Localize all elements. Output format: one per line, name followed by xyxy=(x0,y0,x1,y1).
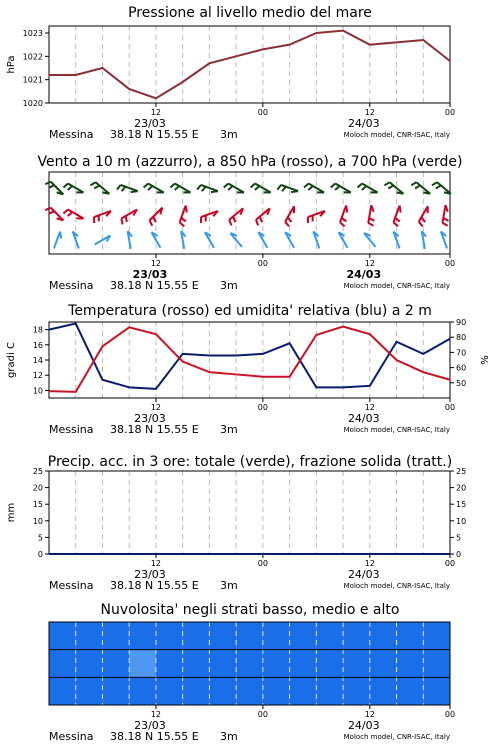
wind-barb xyxy=(122,187,126,192)
precipitation-chart xyxy=(6,454,466,592)
wind-barb xyxy=(175,186,180,190)
wind-arrow xyxy=(54,232,61,249)
cloud-cell xyxy=(343,622,370,650)
cloud-cell xyxy=(423,622,450,650)
wind-barb xyxy=(197,185,201,190)
station-elevation: 3m xyxy=(220,279,238,292)
station-elevation: 3m xyxy=(220,128,238,141)
y-axis-label: mm xyxy=(6,502,17,523)
plot-frame xyxy=(49,26,450,103)
wind-barb xyxy=(90,182,95,185)
wind-shaft xyxy=(437,182,451,194)
humidity-line xyxy=(49,324,450,389)
model-credit: Moloch model, CNR-ISAC, Italy xyxy=(343,733,450,741)
cloud-cell xyxy=(316,650,343,678)
x-tick-label: 00 xyxy=(444,259,456,268)
cloud-cell xyxy=(236,677,263,705)
cloud-cell xyxy=(156,650,183,678)
wind-barb xyxy=(368,223,373,226)
wind-arrow xyxy=(181,231,185,249)
wind-arrow xyxy=(442,205,448,226)
cloud-cell xyxy=(236,650,263,678)
wind-head xyxy=(131,191,138,192)
x-tick-label: 12 xyxy=(150,403,162,412)
cloud-cell xyxy=(423,677,450,705)
pressure-chart xyxy=(6,5,455,141)
y2-tick-label: 70 xyxy=(456,348,467,358)
station-coords: 38.18 N 15.55 E xyxy=(110,579,199,592)
wind-arrow xyxy=(170,184,190,193)
x-tick-label: 12 xyxy=(364,108,375,117)
x-tick-label: 12 xyxy=(150,710,162,719)
wind-head xyxy=(60,232,61,239)
chart-title: Pressione al livello medio del mare xyxy=(128,5,372,21)
wind-chart xyxy=(37,154,462,292)
date-label: 23/03 xyxy=(134,719,166,732)
wind-barb xyxy=(170,184,175,188)
chart-title: Precip. acc. in 3 ore: totale (verde), frazione solida (tratt.) xyxy=(47,454,453,470)
y-tick-label: 10 xyxy=(32,386,43,396)
wind-barb xyxy=(255,186,260,190)
wind-barb xyxy=(181,218,186,222)
x-tick-label: 00 xyxy=(257,108,268,117)
y-axis-label: hPa xyxy=(6,55,17,74)
y-tick-label: 14 xyxy=(32,356,43,365)
wind-barb xyxy=(202,187,206,192)
y2-tick-label: 10 xyxy=(456,516,467,526)
x-tick-label: 00 xyxy=(444,403,456,412)
wind-barb xyxy=(121,219,122,225)
wind-head xyxy=(400,206,401,213)
cloud-cell xyxy=(76,677,103,705)
wind-barb xyxy=(436,185,441,188)
wind-barb xyxy=(251,184,256,188)
cloud-cell xyxy=(76,650,103,678)
wind-barb xyxy=(68,212,73,216)
cloud-cell xyxy=(102,650,129,678)
wind-arrow xyxy=(441,232,447,249)
wind-barb xyxy=(277,185,281,190)
cloud-cell xyxy=(209,650,236,678)
wind-barb xyxy=(228,186,233,190)
station-name: Messina xyxy=(49,579,94,592)
station-elevation: 3m xyxy=(220,579,238,592)
wind-barb xyxy=(117,185,121,190)
wind-arrow xyxy=(304,184,324,193)
station-coords: 38.18 N 15.55 E xyxy=(110,423,199,436)
wind-head xyxy=(211,191,218,192)
x-tick-label: 00 xyxy=(257,259,268,268)
wind-barb xyxy=(308,186,313,190)
wind-arrow xyxy=(45,182,63,195)
model-credit: Moloch model, CNR-ISAC, Italy xyxy=(343,282,450,290)
wind-barb xyxy=(342,218,347,222)
wind-arrow xyxy=(251,184,271,193)
station-name: Messina xyxy=(49,730,94,743)
wind-arrow xyxy=(368,205,374,226)
station-coords: 38.18 N 15.55 E xyxy=(110,128,199,141)
wind-arrow xyxy=(411,182,430,194)
wind-barb xyxy=(45,182,50,185)
cloud-cell xyxy=(209,622,236,650)
wind-head xyxy=(423,192,430,193)
chart-title: Nuvolosita' negli strati basso, medio e alto xyxy=(100,602,400,618)
wind-arrow xyxy=(117,185,138,192)
x-tick-label: 12 xyxy=(150,259,162,268)
cloud-cell xyxy=(183,622,210,650)
cloud-cell xyxy=(370,650,397,678)
cloud-cell xyxy=(263,622,290,650)
wind-barb xyxy=(68,186,73,190)
wind-barb xyxy=(419,222,423,227)
wind-barb xyxy=(362,186,367,190)
wind-barb xyxy=(395,218,400,222)
wind-barb xyxy=(442,223,447,226)
y-tick-label: 5 xyxy=(37,533,43,543)
cloud-cell xyxy=(183,650,210,678)
wind-barb xyxy=(256,220,258,226)
x-tick-label: 12 xyxy=(150,559,162,568)
x-tick-label: 12 xyxy=(364,710,375,719)
wind-arrow xyxy=(432,182,451,194)
wind-arrow xyxy=(63,210,83,219)
wind-barb xyxy=(126,216,127,222)
plot-frame xyxy=(49,322,450,398)
date-label: 23/03 xyxy=(134,117,166,130)
x-tick-label: 12 xyxy=(364,259,375,268)
x-tick-label: 00 xyxy=(257,710,268,719)
station-name: Messina xyxy=(49,128,94,141)
y-tick-label: 18 xyxy=(32,325,43,335)
cloud-cell xyxy=(102,677,129,705)
cloud-cell xyxy=(49,622,76,650)
cloud-cell xyxy=(129,650,156,678)
date-label: 23/03 xyxy=(134,412,166,425)
cloud-cell xyxy=(76,622,103,650)
wind-barb xyxy=(331,184,336,188)
x-tick-label: 12 xyxy=(364,559,375,568)
temperature-chart xyxy=(6,303,491,436)
wind-barb xyxy=(94,185,99,188)
wind-head xyxy=(346,206,347,213)
date-label: 24/03 xyxy=(347,117,380,130)
model-credit: Moloch model, CNR-ISAC, Italy xyxy=(343,582,450,590)
wind-arrow xyxy=(277,185,298,192)
wind-arrow xyxy=(197,185,218,192)
cloud-cell xyxy=(183,677,210,705)
date-label: 24/03 xyxy=(347,719,380,732)
plot-frame xyxy=(49,471,450,554)
date-label: 23/03 xyxy=(132,268,168,281)
wind-barb xyxy=(45,208,50,211)
cloud-cell xyxy=(102,622,129,650)
wind-arrow xyxy=(422,231,426,249)
wind-barb xyxy=(388,185,393,188)
y-tick-label: 12 xyxy=(32,371,43,381)
wind-shaft xyxy=(442,205,445,223)
station-elevation: 3m xyxy=(220,423,238,436)
wind-barb xyxy=(357,184,362,188)
wind-arrow xyxy=(144,184,164,193)
cloud-cell xyxy=(263,650,290,678)
cloud-cell xyxy=(397,677,424,705)
date-label: 24/03 xyxy=(347,568,380,581)
wind-barb xyxy=(335,186,340,190)
wind-head xyxy=(371,205,373,212)
y2-tick-label: 25 xyxy=(456,467,467,476)
wind-head xyxy=(291,191,298,192)
wind-arrow xyxy=(224,184,244,193)
x-tick-label: 00 xyxy=(444,108,456,117)
wind-barb xyxy=(411,182,416,185)
y2-tick-label: 90 xyxy=(456,318,467,327)
x-tick-label: 00 xyxy=(444,559,456,568)
wind-barb xyxy=(49,185,54,188)
y2-tick-label: 15 xyxy=(456,500,467,510)
wind-shaft xyxy=(54,232,60,249)
wind-barb xyxy=(63,184,68,188)
y2-tick-label: 20 xyxy=(456,483,467,493)
cloud-cell xyxy=(316,622,343,650)
model-credit: Moloch model, CNR-ISAC, Italy xyxy=(343,426,450,434)
wind-arrow xyxy=(357,184,377,193)
cloud-cell xyxy=(290,622,317,650)
cloud-cell xyxy=(423,650,450,678)
cloud-cell xyxy=(290,677,317,705)
cloud-cell xyxy=(263,677,290,705)
wind-arrow xyxy=(393,206,400,227)
wind-arrow xyxy=(63,184,83,193)
pressure-line xyxy=(49,31,450,99)
chart-title: Vento a 10 m (azzurro), a 850 hPa (rosso), a 700 hPa (verde) xyxy=(37,154,463,170)
wind-arrow xyxy=(180,206,187,227)
wind-barb xyxy=(432,182,437,185)
wind-head xyxy=(444,192,451,193)
cloud-cell xyxy=(397,622,424,650)
station-name: Messina xyxy=(49,423,94,436)
cloud-cell xyxy=(156,622,183,650)
wind-barb xyxy=(393,222,398,226)
y-tick-label: 1020 xyxy=(22,99,43,108)
cloud-cell xyxy=(343,677,370,705)
chart-title: Temperatura (rosso) ed umidita' relativa (blu) a 2 m xyxy=(68,303,432,319)
wind-barb xyxy=(63,210,68,214)
wind-barb xyxy=(224,184,229,188)
cloud-cell xyxy=(316,677,343,705)
y2-tick-label: 80 xyxy=(456,333,467,343)
date-label: 23/03 xyxy=(134,568,166,581)
wind-barb xyxy=(148,186,153,190)
wind-barb xyxy=(304,184,309,188)
y-tick-label: 1021 xyxy=(22,75,43,85)
x-tick-label: 00 xyxy=(257,403,268,412)
y2-axis-label: % xyxy=(480,355,491,365)
x-tick-label: 00 xyxy=(444,710,456,719)
cloud-cell xyxy=(236,622,263,650)
x-tick-label: 00 xyxy=(257,559,268,568)
y-tick-label: 16 xyxy=(32,340,43,350)
wind-barb xyxy=(150,220,153,225)
wind-barb xyxy=(443,218,448,221)
wind-barb xyxy=(415,185,420,188)
y-tick-label: 25 xyxy=(32,467,43,476)
wind-barb xyxy=(153,217,156,222)
date-label: 24/03 xyxy=(346,268,382,281)
model-credit: Moloch model, CNR-ISAC, Italy xyxy=(343,131,450,139)
wind-arrow xyxy=(45,208,63,221)
cloud-cell xyxy=(129,677,156,705)
wind-head xyxy=(446,205,448,212)
wind-arrow xyxy=(90,182,109,194)
cloud-cell xyxy=(129,622,156,650)
wind-head xyxy=(186,206,187,213)
x-tick-label: 12 xyxy=(364,403,375,412)
y2-tick-label: 5 xyxy=(456,533,462,543)
station-coords: 38.18 N 15.55 E xyxy=(110,730,199,743)
wind-barb xyxy=(144,184,149,188)
wind-head xyxy=(102,192,109,193)
cloud-cell xyxy=(343,650,370,678)
wind-barb xyxy=(233,217,235,223)
wind-head xyxy=(397,192,404,193)
wind-arrow xyxy=(385,182,404,194)
wind-arrow xyxy=(128,231,132,249)
cloud-cell xyxy=(49,677,76,705)
wind-barb xyxy=(285,222,289,227)
cloud-cell xyxy=(49,650,76,678)
wind-barb xyxy=(180,222,185,226)
y-tick-label: 1022 xyxy=(22,52,43,62)
cloud-cell xyxy=(209,677,236,705)
wind-barb xyxy=(260,217,262,223)
date-label: 24/03 xyxy=(347,412,380,425)
wind-arrow xyxy=(340,206,347,227)
y-tick-label: 0 xyxy=(37,550,43,559)
cloud-cell xyxy=(370,622,397,650)
y2-tick-label: 60 xyxy=(456,363,467,373)
cloud-chart xyxy=(49,602,455,743)
station-elevation: 3m xyxy=(220,730,238,743)
wind-barb xyxy=(49,211,54,214)
cloud-cell xyxy=(397,650,424,678)
wind-barb xyxy=(229,220,231,226)
y-tick-label: 10 xyxy=(32,516,43,526)
wind-barb xyxy=(282,187,286,192)
wind-barb xyxy=(385,182,390,185)
cloud-cell xyxy=(290,650,317,678)
station-coords: 38.18 N 15.55 E xyxy=(110,279,199,292)
wind-barb xyxy=(340,222,345,226)
x-tick-label: 12 xyxy=(150,108,162,117)
station-name: Messina xyxy=(49,279,94,292)
cloud-cell xyxy=(156,677,183,705)
cloud-cell xyxy=(370,677,397,705)
y-tick-label: 15 xyxy=(32,500,43,510)
y2-tick-label: 50 xyxy=(456,378,467,388)
y2-tick-label: 0 xyxy=(456,550,462,559)
wind-arrow xyxy=(331,184,351,193)
y-tick-label: 20 xyxy=(32,483,43,493)
y-tick-label: 1023 xyxy=(22,29,43,38)
y-axis-label: gradi C xyxy=(6,342,17,378)
